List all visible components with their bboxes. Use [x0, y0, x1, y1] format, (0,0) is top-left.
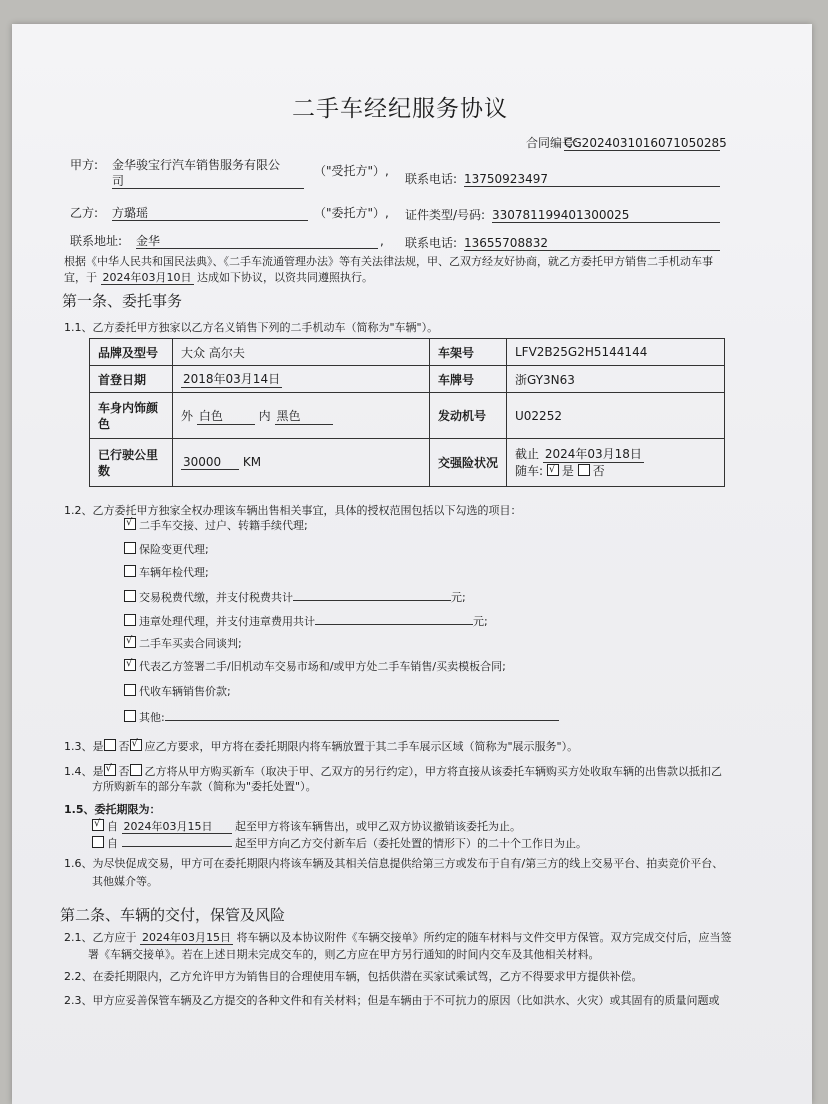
vin-value: LFV2B25G2H5144144 [507, 339, 725, 366]
option-4 [124, 588, 466, 604]
option-1 [124, 518, 308, 532]
party-a-role: （"受托方"）, [314, 164, 389, 178]
clause-2-1-date: 2024年03月15日 [142, 931, 231, 944]
clause-2-3: 2.3、甲方应妥善保管车辆及乙方提交的各种文件和有关材料；但是车辆由于不可抗力的原因（比如洪水、火灾）或其固有的质量问题或 [64, 994, 720, 1007]
option-1-label: 二手车交接、过户、转籍手续代理; [139, 519, 308, 532]
clause-1-6-line1: 1.6、为尽快促成交易，甲方可在委托期限内将该车辆及其相关信息提供给第三方或发布于自有/第三方的线上交易平台、拍卖竞价平台、 [64, 857, 724, 870]
clause-1-5: 1.5、委托期限为： [64, 803, 161, 816]
option-3-label: 车辆年检代理; [139, 566, 209, 579]
intro-line2 [64, 271, 373, 285]
article-1-heading: 第一条、委托事务 [62, 292, 183, 310]
option-3-checkbox[interactable] [124, 565, 136, 577]
clause-1-6-line2: 其他媒介等。 [92, 875, 158, 888]
clause-1-4-line2: 方所购新车的部分车款（简称为"委托处置"）。 [92, 780, 317, 793]
option-7-checkbox[interactable] [124, 659, 136, 671]
option-2-label: 保险变更代理; [139, 543, 209, 556]
term-option-2-from: 自 [107, 837, 118, 850]
term-option-1 [92, 819, 521, 834]
reg-date-key: 首登日期 [90, 366, 173, 393]
option-5 [124, 612, 488, 628]
interior-label: 内 [258, 408, 271, 423]
clause-1-4-no-checkbox[interactable] [130, 764, 142, 776]
party-b-label: 乙方: [70, 206, 99, 220]
party-a-name-line2: 司 [112, 174, 304, 189]
intro-date: 2024年03月10日 [102, 271, 192, 284]
term-option-2-checkbox[interactable] [92, 836, 104, 848]
option-8 [124, 684, 231, 698]
mileage-cell [173, 439, 430, 487]
party-a-name-line1: 金华骏宝行汽车销售服务有限公 [112, 158, 281, 172]
clause-2-2: 2.2、在委托期限内，乙方允许甲方为销售目的合理使用车辆，包括供潜在买家试乘试驾，乙方不得要求甲方提供补偿。 [64, 970, 643, 983]
clause-1-3 [64, 739, 578, 753]
reg-date-cell [173, 366, 430, 393]
insurance-until: 截止 [515, 447, 540, 461]
clause-2-1-text: 将车辆以及本协议附件《车辆交接单》所约定的随车材料与文件交甲方保管。双方完成交付后，应当签 [236, 931, 732, 944]
option-7 [124, 659, 506, 673]
party-b-role: （"委托方"）, [314, 206, 389, 220]
plate-value: 浙GY3N63 [507, 366, 725, 393]
contract-no-label: 合同编号: [526, 136, 579, 150]
reg-date-value: 2018年03月14日 [183, 372, 281, 386]
option-6-label: 二手车买卖合同谈判; [139, 637, 242, 650]
option-8-label: 代收车辆销售价款; [139, 685, 231, 698]
insurance-line2 [515, 463, 716, 479]
option-4-checkbox[interactable] [124, 590, 136, 602]
with-car-label: 随车: [515, 464, 544, 478]
violation-amount-blank[interactable] [315, 612, 473, 625]
brand-value: 大众 高尔夫 [173, 339, 430, 366]
option-6 [124, 636, 242, 650]
option-5-label: 违章处理代理，并支付违章费用共计 [139, 615, 315, 628]
party-a-label: 甲方: [70, 158, 99, 172]
clause-1-3-no-checkbox[interactable] [130, 739, 142, 751]
mileage-unit: KM [242, 455, 262, 469]
article-2-heading: 第二条、车辆的交付，保管及风险 [60, 906, 286, 924]
clause-1-4 [64, 764, 722, 778]
option-6-checkbox[interactable] [124, 636, 136, 648]
brand-key: 品牌及型号 [90, 339, 173, 366]
term-start-date: 2024年03月15日 [122, 820, 232, 834]
insurance-line1 [515, 446, 716, 463]
intro-suffix: 达成如下协议，以资共同遵照执行。 [197, 271, 373, 284]
term-option-1-from: 自 [107, 820, 118, 833]
option-4-label: 交易税费代缴，并支付税费共计 [139, 591, 293, 604]
term-option-2-blank[interactable] [122, 834, 232, 847]
mileage-key: 已行驶公里数 [90, 439, 173, 487]
clause-2-1-prefix: 2.1、乙方应于 [64, 931, 137, 944]
document-title: 二手车经纪服务协议 [292, 96, 508, 122]
option-2-checkbox[interactable] [124, 542, 136, 554]
insurance-no-checkbox[interactable] [578, 464, 590, 476]
option-9-label: 其他: [139, 711, 165, 724]
clause-1-3-yes: 1.3、是 [64, 740, 104, 753]
engine-key: 发动机号 [430, 393, 507, 439]
term-option-1-text: 起至甲方将该车辆售出，或甲乙双方协议撤销该委托为止。 [235, 820, 521, 833]
party-b-phone-label: 联系电话: [405, 236, 458, 250]
option-5-checkbox[interactable] [124, 614, 136, 626]
intro-line1: 根据《中华人民共和国民法典》、《二手车流通管理办法》等有关法律法规，甲、乙双方经友好协商，就乙方委托甲方销售二手机动车事 [64, 255, 713, 268]
clause-1-4-yes-checkbox[interactable] [104, 764, 116, 776]
clause-1-2: 1.2、乙方委托甲方独家全权办理该车辆出售相关事宜，具体的授权范围包括以下勾选的项目： [64, 504, 522, 517]
term-option-2-text: 起至甲方向乙方交付新车后（委托处置的情形下）的二十个工作日为止。 [235, 837, 587, 850]
contract-no: CG2024031016071050285 [564, 136, 727, 150]
term-option-1-checkbox[interactable] [92, 819, 104, 831]
interior-color: 黑色 [275, 407, 333, 425]
option-5-unit: 元; [473, 615, 488, 628]
term-option-2 [92, 834, 587, 850]
clause-1-3-yes-checkbox[interactable] [104, 739, 116, 751]
insurance-key: 交强险状况 [430, 439, 507, 487]
plate-key: 车牌号 [430, 366, 507, 393]
party-a-phone: 13750923497 [464, 172, 720, 187]
vin-key: 车架号 [430, 339, 507, 366]
option-4-unit: 元; [451, 591, 466, 604]
clause-1-3-no: 否 [118, 740, 130, 753]
mileage-value: 30000 [181, 455, 239, 470]
option-1-checkbox[interactable] [124, 518, 136, 530]
clause-1-3-text: 应乙方要求，甲方将在委托期限内将车辆放置于其二手车展示区域（简称为"展示服务"）。 [144, 740, 579, 753]
option-9-checkbox[interactable] [124, 710, 136, 722]
clause-1-4-text: 乙方将从甲方购买新车（取决于甲、乙双方的另行约定），甲方将直接从该委托车辆购买方处收取车辆的出售款以抵扣乙 [144, 765, 722, 778]
clause-1-4-no: 否 [118, 765, 130, 778]
party-b-id: 330781199401300025 [492, 208, 720, 223]
party-a-phone-label: 联系电话: [405, 172, 458, 186]
color-key: 车身内饰颜色 [90, 393, 173, 439]
engine-value: U02252 [507, 393, 725, 439]
option-3 [124, 565, 209, 579]
party-b-address-comma: , [380, 234, 384, 248]
clause-2-1-line1 [64, 931, 732, 945]
clause-1-1: 1.1、乙方委托甲方独家以乙方名义销售下列的二手机动车（简称为"车辆"）。 [64, 321, 439, 334]
insurance-yes-label: 是 [561, 464, 574, 478]
party-b-phone: 13655708832 [464, 236, 720, 251]
party-b-id-label: 证件类型/号码: [405, 208, 486, 222]
option-2 [124, 542, 209, 556]
party-b-address: 金华 [136, 234, 378, 249]
insurance-cell [507, 439, 725, 487]
option-8-checkbox[interactable] [124, 684, 136, 696]
color-cell [173, 393, 430, 439]
tax-amount-blank[interactable] [293, 588, 451, 601]
intro-prefix: 宜，于 [64, 271, 97, 284]
option-9 [124, 708, 559, 724]
insurance-date: 2024年03月18日 [544, 447, 642, 461]
party-b-address-label: 联系地址: [70, 234, 123, 248]
exterior-label: 外 [181, 408, 194, 423]
insurance-no-label: 否 [592, 464, 605, 478]
other-blank[interactable] [165, 708, 559, 721]
clause-1-4-yes: 1.4、是 [64, 765, 104, 778]
insurance-yes-checkbox[interactable] [547, 464, 559, 476]
clause-2-1-line2: 署《车辆交接单》。若在上述日期未完成交车的，则乙方应在甲方另行通知的时间内交车及其他相关材料。 [88, 948, 600, 961]
exterior-color: 白色 [197, 407, 255, 425]
option-7-label: 代表乙方签署二手/旧机动车交易市场和/或甲方处二手车销售/买卖模板合同; [139, 660, 506, 673]
party-b-name: 方璐瑶 [112, 206, 308, 221]
vehicle-table [89, 338, 725, 487]
